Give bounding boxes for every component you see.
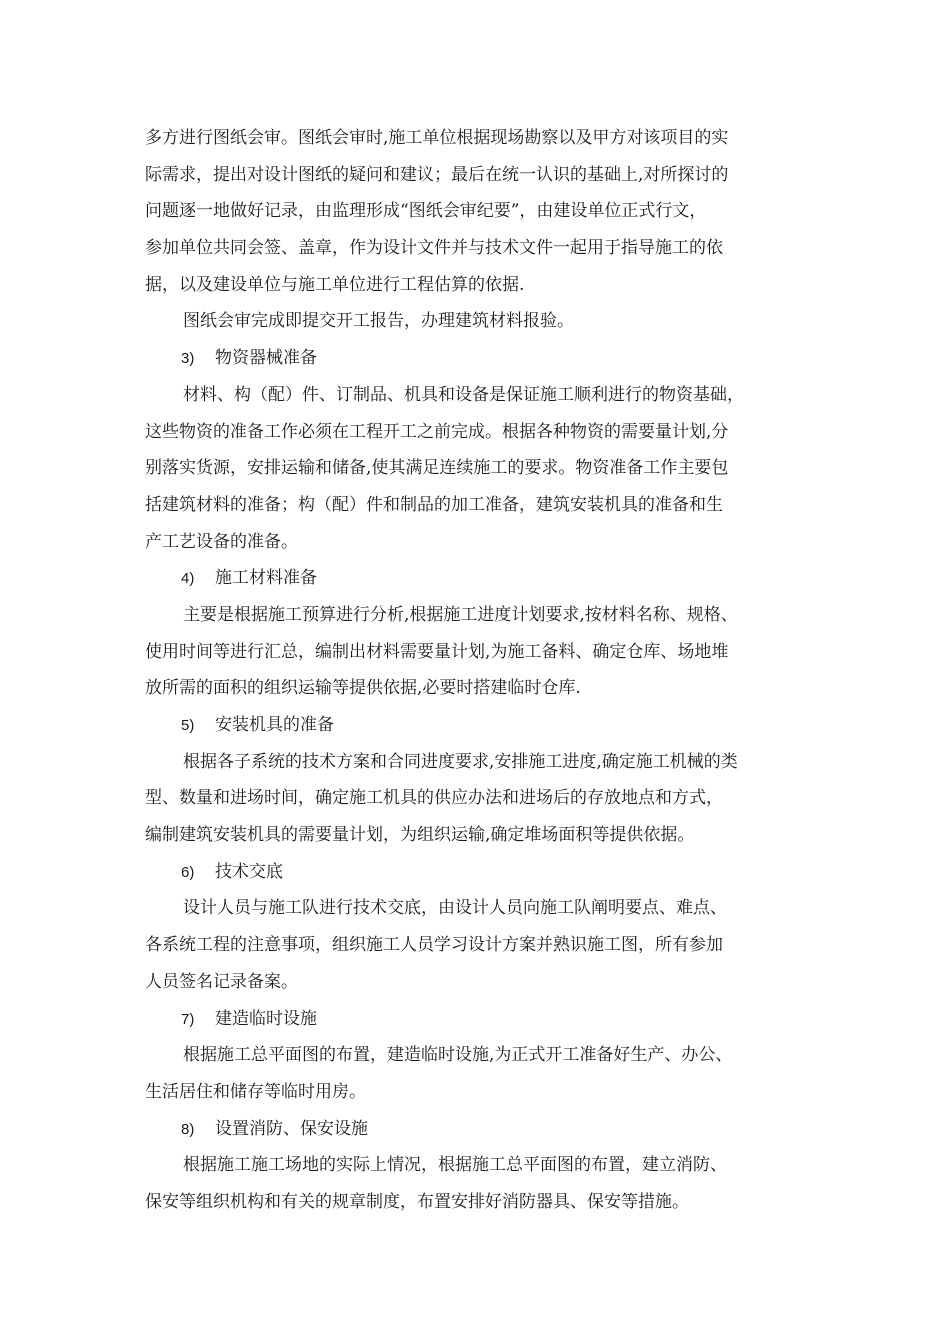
- text-line: 别落实货源，安排运输和储备,使其满足连续施工的要求。物资准备工作主要包: [145, 458, 729, 479]
- section-number: 7): [181, 1010, 195, 1028]
- section-title: 施工材料准备: [215, 568, 317, 589]
- section-number: 8): [181, 1120, 195, 1138]
- section-title: 设置消防、保安设施: [215, 1118, 368, 1139]
- section-number: 4): [181, 570, 195, 588]
- text-line: 这些物资的准备工作必须在工程开工之前完成。根据各种物资的需要量计划,分: [145, 421, 729, 442]
- section-heading: [145, 1001, 810, 1038]
- section-number: 3): [181, 350, 195, 368]
- section-heading: [145, 560, 810, 597]
- text-line: 设计人员与施工队进行技术交底，由设计人员向施工队阐明要点、难点、: [183, 898, 727, 919]
- text-line: 人员签名记录备案。: [145, 971, 298, 992]
- text-line: 括建筑材料的准备；构（配）件和制品的加工准备，建筑安装机具的准备和生: [145, 494, 723, 515]
- text-line: 各系统工程的注意事项，组织施工人员学习设计方案并熟识施工图，所有参加: [145, 935, 723, 956]
- section-title: 安装机具的准备: [215, 715, 334, 735]
- text-line: 保安等组织机构和有关的规章制度，布置安排好消防器具、保安等措施。: [145, 1191, 689, 1212]
- text-line: 根据施工总平面图的布置，建造临时设施,为正式开工准备好生产、办公、: [183, 1045, 733, 1066]
- text-line: 据，以及建设单位与施工单位进行工程估算的依据.: [145, 274, 525, 295]
- text-line: 多方进行图纸会审。图纸会审时,施工单位根据现场勘察以及甲方对该项目的实: [145, 128, 729, 148]
- section-heading: [145, 707, 810, 744]
- section-heading: [145, 854, 810, 891]
- text-line: 根据施工施工场地的实际上情况，根据施工总平面图的布置，建立消防、: [183, 1155, 727, 1176]
- text-line: 使用时间等进行汇总，编制出材料需要量计划,为施工备料、确定仓库、场地堆: [145, 641, 729, 662]
- document-body: [145, 120, 810, 1221]
- text-line: 材料、构（配）件、订制品、机具和设备是保证施工顺利进行的物资基础，: [183, 384, 744, 405]
- text-line: 编制建筑安装机具的需要量计划，为组织运输,确定堆场面积等提供依据。: [145, 825, 695, 846]
- text-line: 图纸会审完成即提交开工报告，办理建筑材料报验。: [183, 311, 574, 332]
- section-heading: [145, 340, 810, 377]
- text-line: 生活居住和储存等临时用房。: [145, 1081, 366, 1102]
- text-line: 放所需的面积的组织运输等提供依据,必要时搭建临时仓库.: [145, 678, 581, 699]
- text-line: 际需求，提出对设计图纸的疑问和建议；最后在统一认识的基础上,对所探讨的: [145, 164, 729, 185]
- section-title: 建造临时设施: [215, 1008, 317, 1029]
- text-line: 主要是根据施工预算进行分析,根据施工进度计划要求,按材料名称、规格、: [183, 604, 738, 625]
- text-line: 根据各子系统的技术方案和合同进度要求,安排施工进度,确定施工机械的类: [183, 751, 738, 772]
- section-title: 技术交底: [215, 861, 283, 882]
- section-number: 6): [181, 863, 195, 881]
- text-line: 参加单位共同会签、盖章，作为设计文件并与技术文件一起用于指导施工的依: [145, 238, 723, 259]
- text-line: 型、数量和进场时间，确定施工机具的供应办法和进场后的存放地点和方式，: [145, 788, 723, 809]
- text-line: 问题逐一地做好记录，由监理形成“图纸会审纪要”，由建设单位正式行文，: [145, 201, 707, 222]
- section-number: 5): [181, 717, 195, 734]
- text-line: 产工艺设备的准备。: [145, 531, 298, 552]
- section-title: 物资器械准备: [215, 348, 317, 369]
- section-heading: [145, 1111, 810, 1148]
